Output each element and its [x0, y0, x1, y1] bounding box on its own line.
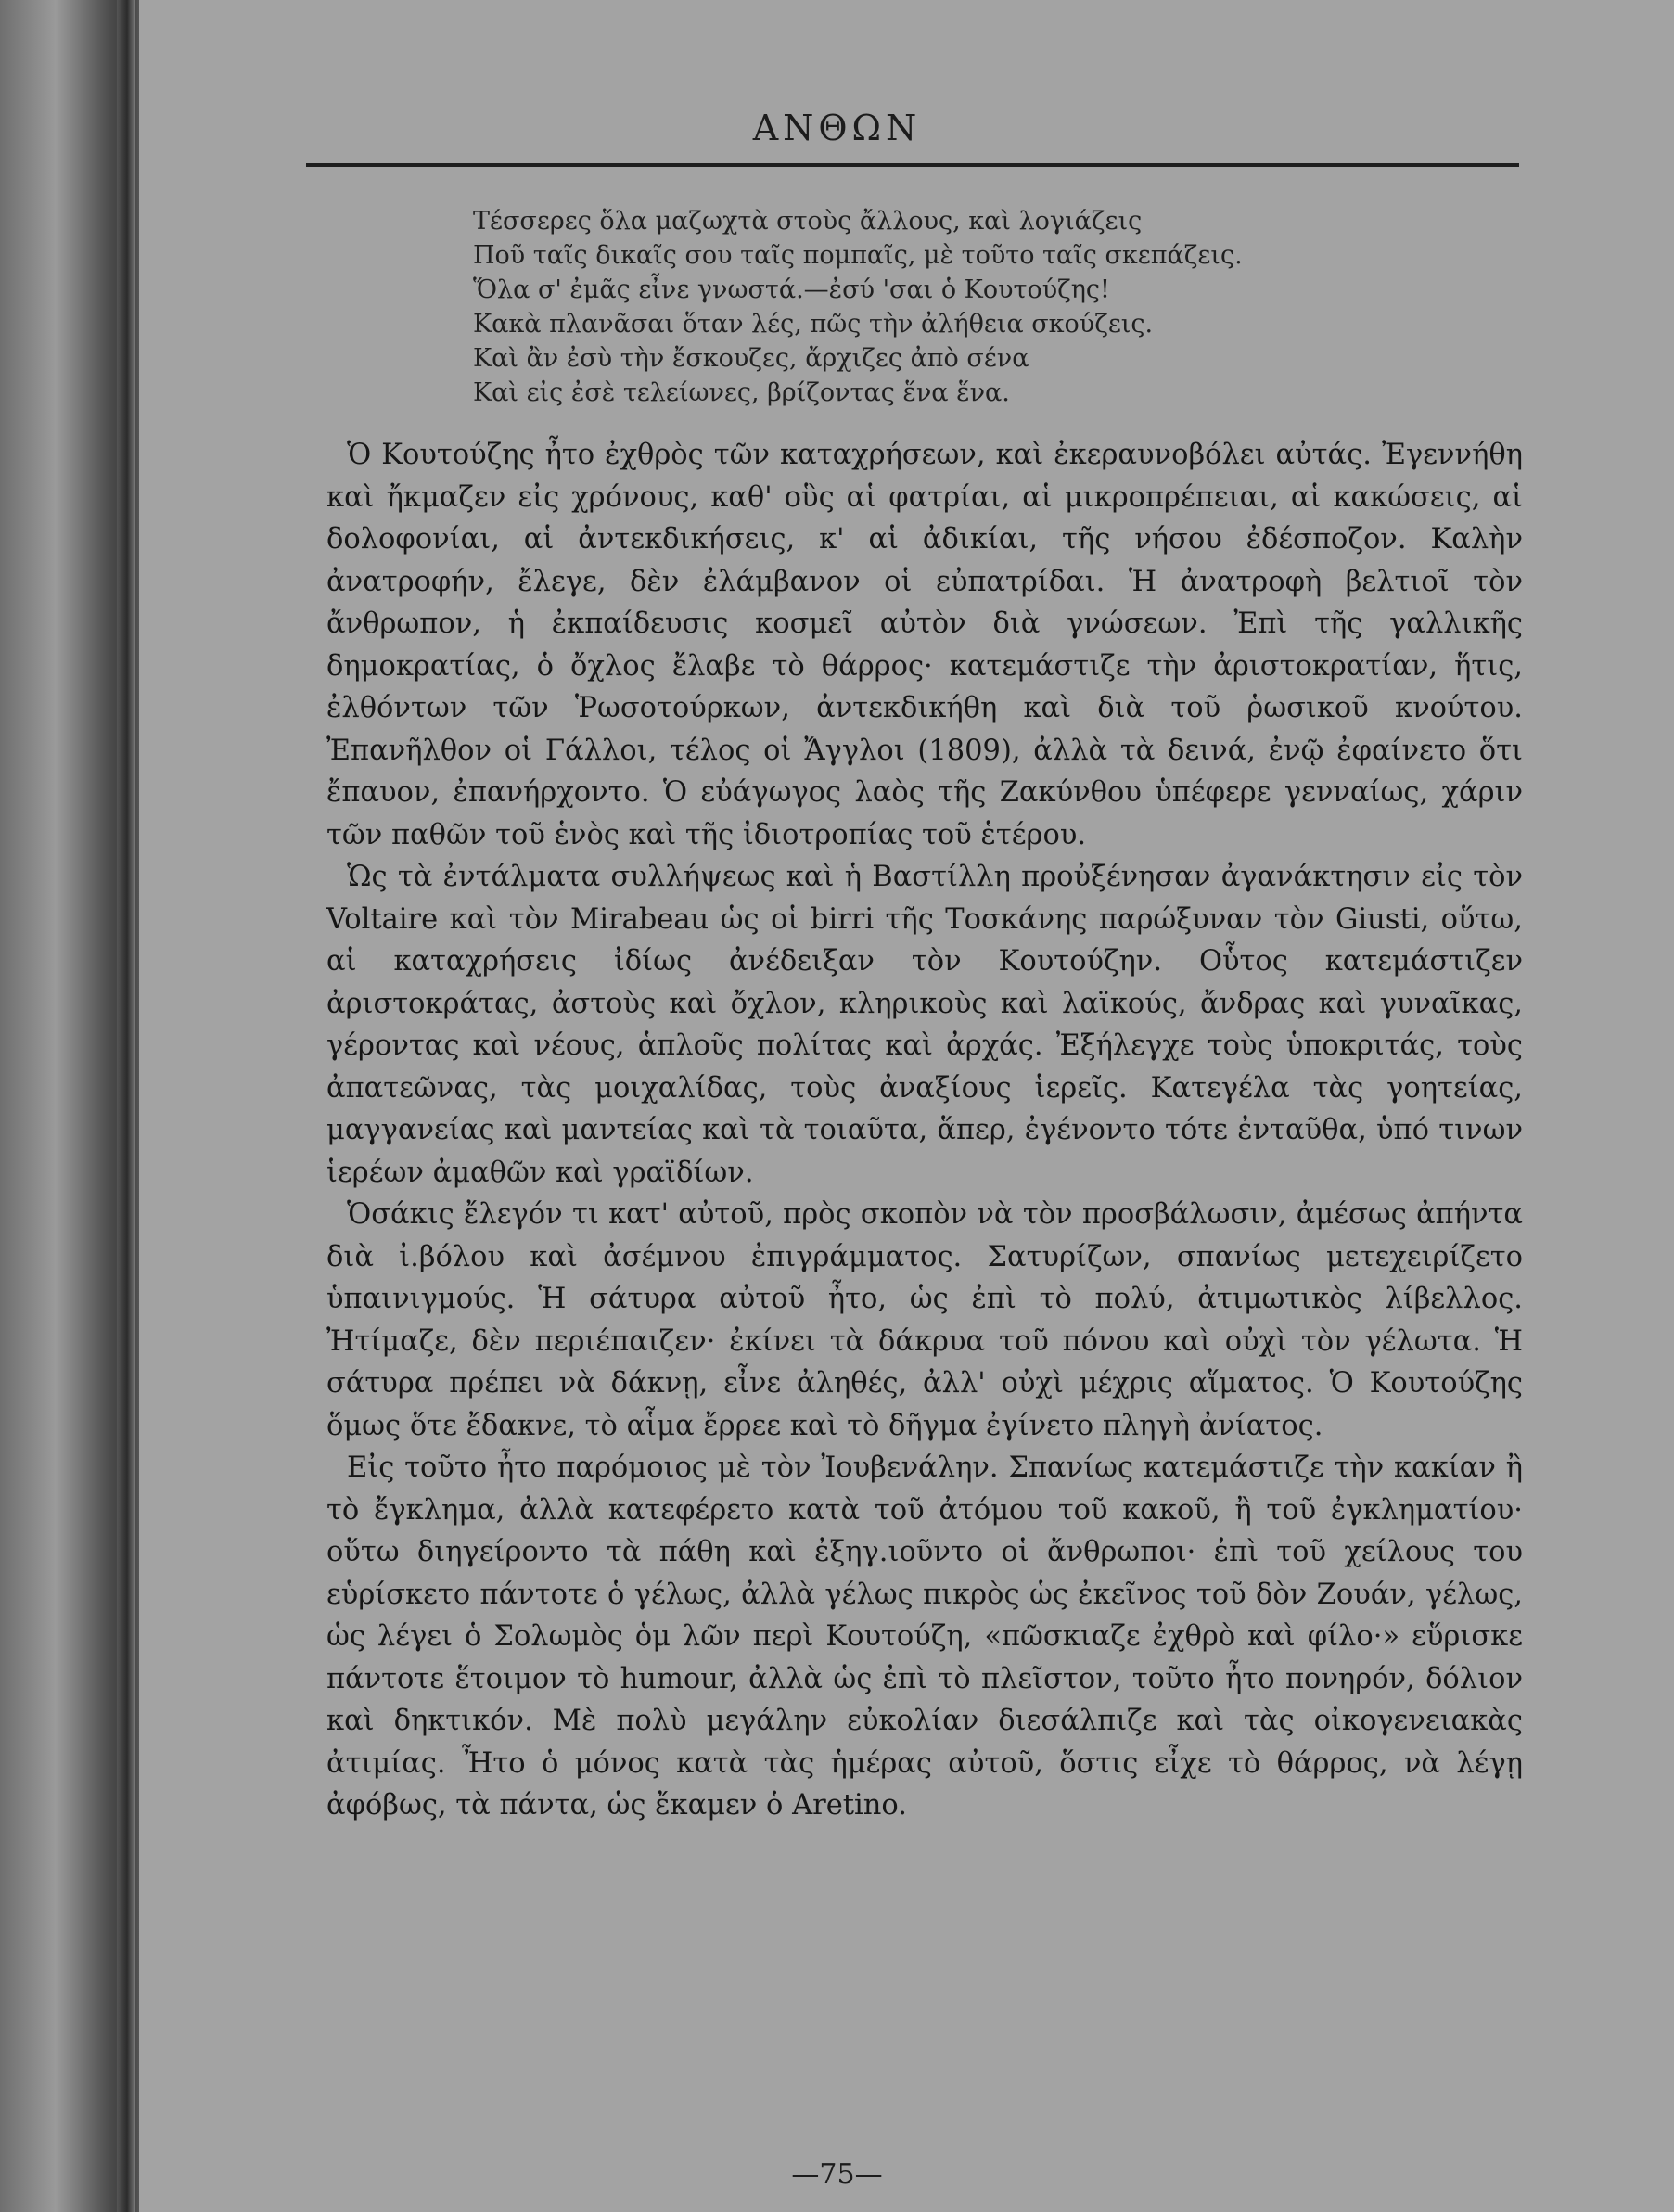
verse-line: Κακὰ πλανᾶσαι ὅταν λές, πῶς τὴν ἀλήθεια σκούζεις.: [473, 310, 1154, 339]
page-number: —75—: [791, 2158, 883, 2191]
verse-line: Ὅλα σ' ἐμᾶς εἶνε γνωστά.—ἐσύ 'σαι ὁ Κουτούζης!: [473, 275, 1110, 304]
book-spine-shadow: [117, 0, 135, 2212]
body-text: [326, 434, 1523, 1827]
verse-line: Τέσσερες ὅλα μαζωχτὰ στοὺς ἄλλους, καὶ λογιάζεις: [473, 207, 1143, 236]
verse-line: Καὶ εἰς ἐσὲ τελείωνες, βρίζοντας ἕνα ἕνα.: [473, 378, 1010, 407]
verse-line: Ποῦ ταῖς δικαῖς σου ταῖς πομπαῖς, μὲ τοῦτο ταῖς σκεπάζεις.: [473, 241, 1243, 270]
header-rule: [306, 163, 1519, 167]
running-head: ΑΝΘΩΝ: [752, 108, 922, 148]
verse-block: [473, 204, 1586, 410]
paragraph: Ὁ Κουτούζης ἦτο ἐχθρὸς τῶν καταχρήσεων, καὶ ἐκεραυνοβόλει αὐτάς. Ἐγεννήθη καὶ ἤκμαζεν εἰς χρόνους, καθ' οὓς αἱ φατρίαι, αἱ μικροπρέπειαι, αἱ κακώσεις, αἱ δολοφονίαι, αἱ ἀντεκδικήσεις, κ' αἱ ἀδικίαι, τῆς νήσου ἐδέσποζον. Καλὴν ἀνατροφήν, ἔλεγε, δὲν ἐλάμβανον οἱ εὐπατρίδαι. Ἡ ἀνατροφὴ βελτιοῖ τὸν ἄνθρωπον, ἡ ἐκπαίδευσις κοσμεῖ αὐτὸν διὰ γνώσεων. Ἐπὶ τῆς γαλλικῆς δημοκρατίας, ὁ ὄχλος ἔλαβε τὸ θάρρος· κατεμάστιζε τὴν ἀριστοκρατίαν, ἥτις, ἐλθόντων τῶν Ῥωσοτούρκων, ἀντεκδικήθη καὶ διὰ τοῦ ῥωσικοῦ κνούτου. Ἐπανῆλθον οἱ Γάλλοι, τέλος οἱ Ἄγγλοι (1809), ἀλλὰ τὰ δεινά, ἐνῷ ἐφαίνετο ὅτι ἔπαυον, ἐπανήρχοντο. Ὁ εὐάγωγος λαὸς τῆς Ζακύνθου ὑπέφερε γενναίως, χάριν τῶν παθῶν τοῦ ἑνὸς καὶ τῆς ἰδιοτροπίας τοῦ ἑτέρου.: [326, 439, 1523, 851]
paragraph: Εἰς τοῦτο ἦτο παρόμοιος μὲ τὸν Ἰουβενάλην. Σπανίως κατεμάστιζε τὴν κακίαν ἢ τὸ ἔγκλημα, ἀλλὰ κατεφέρετο κατὰ τοῦ ἀτόμου τοῦ κακοῦ, ἢ τοῦ ἐγκληματίου· οὕτω διηγείροντο τὰ πάθη καὶ ἐξηγ.ιοῦντο οἱ ἄνθρωποι· ἐπὶ τοῦ χείλους του εὑρίσκετο πάντοτε ὁ γέλως, ἀλλὰ γέλως πικρὸς ὡς ἐκεῖνος τοῦ δὸν Ζουάν, γέλως, ὡς λέγει ὁ Σολωμὸς ὁμ λῶν περὶ Κουτούζη, «πῶσκιαζε ἐχθρὸ καὶ φίλο·» εὕρισκε πάντοτε ἕτοιμον τὸ humour, ἀλλὰ ὡς ἐπὶ τὸ πλεῖστον, τοῦτο ἦτο πονηρόν, δόλιον καὶ δηκτικόν. Μὲ πολὺ μεγάλην εὐκολίαν διεσάλπιζε καὶ τὰς οἰκογενειακὰς ἀτιμίας. Ἦτο ὁ μόνος κατὰ τὰς ἡμέρας αὐτοῦ, ὅστις εἶχε τὸ θάρρος, νὰ λέγῃ ἀφόβως, τὰ πάντα, ὡς ἔκαμεν ὁ Aretino.: [326, 1451, 1523, 1822]
paragraph: Ὁσάκις ἔλεγόν τι κατ' αὐτοῦ, πρὸς σκοπὸν νὰ τὸν προσβάλωσιν, ἀμέσως ἀπήντα διὰ ἰ.βόλου καὶ ἀσέμνου ἐπιγράμματος. Σατυρίζων, σπανίως μετεχειρίζετο ὑπαινιγμούς. Ἡ σάτυρα αὐτοῦ ἦτο, ὡς ἐπὶ τὸ πολύ, ἀτιμωτικὸς λίβελλος. Ἠτίμαζε, δὲν περιέπαιζεν· ἐκίνει τὰ δάκρυα τοῦ πόνου καὶ οὐχὶ τὸν γέλωτα. Ἡ σάτυρα πρέπει νὰ δάκνῃ, εἶνε ἀληθές, ἀλλ' οὐχὶ μέχρις αἵματος. Ὁ Κουτούζης ὅμως ὅτε ἔδακνε, τὸ αἷμα ἔρρεε καὶ τὸ δῆγμα ἐγίνετο πληγὴ ἀνίατος.: [326, 1198, 1523, 1442]
verse-line: Καὶ ἂν ἐσὺ τὴν ἔσκουζες, ἄρχιζες ἀπὸ σένα: [473, 344, 1029, 373]
paragraph: Ὡς τὰ ἐντάλματα συλλήψεως καὶ ἡ Βαστίλλη προὐξένησαν ἀγανάκτησιν εἰς τὸν Voltaire καὶ τὸν Mirabeau ὡς οἱ birri τῆς Τοσκάνης παρώξυναν τὸν Giusti, οὕτω, αἱ καταχρήσεις ἰδίως ἀνέδειξαν τὸν Κουτούζην. Οὗτος κατεμάστιζεν ἀριστοκράτας, ἀστοὺς καὶ ὄχλον, κληρικοὺς καὶ λαϊκούς, ἄνδρας καὶ γυναῖκας, γέροντας καὶ νέους, ἁπλοῦς πολίτας καὶ ἀρχάς. Ἐξήλεγχε τοὺς ὑποκριτάς, τοὺς ἀπατεῶνας, τὰς μοιχαλίδας, τοὺς ἀναξίους ἱερεῖς. Κατεγέλα τὰς γοητείας, μαγγανείας καὶ μαντείας καὶ τὰ τοιαῦτα, ἅπερ, ἐγένοντο τότε ἐνταῦθα, ὑπό τινων ἱερέων ἀμαθῶν καὶ γραϊδίων.: [326, 861, 1523, 1189]
